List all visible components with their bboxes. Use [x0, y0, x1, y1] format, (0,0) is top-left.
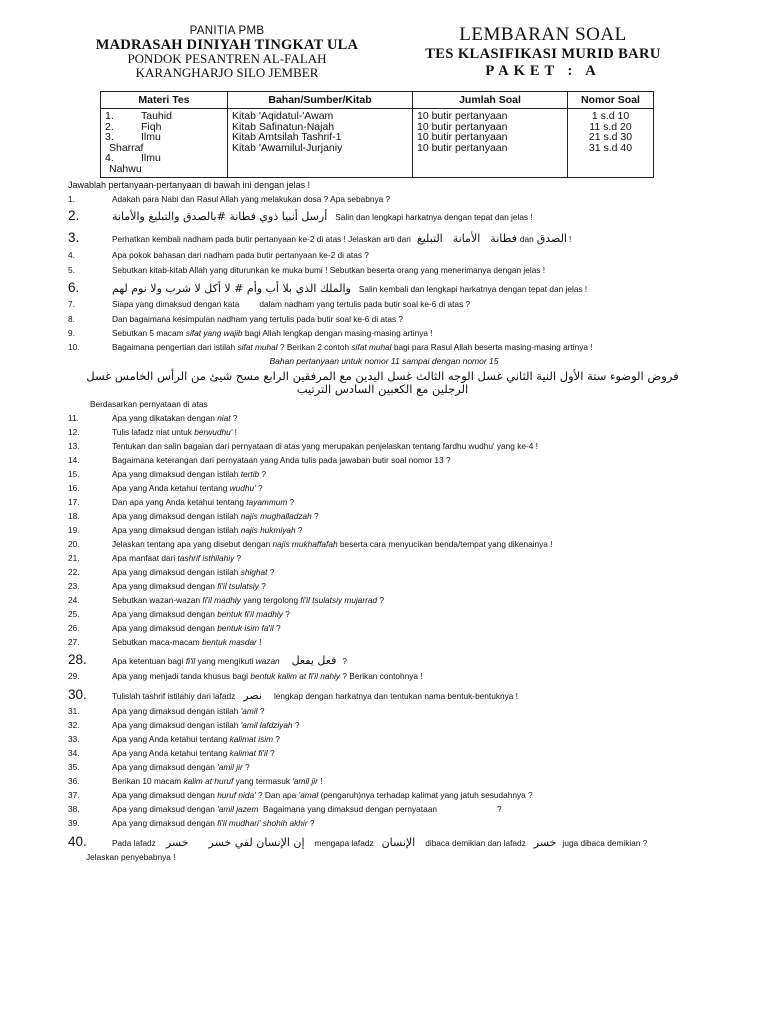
arabic-text: التبليغ — [416, 232, 443, 245]
list-item: 4. — [105, 152, 114, 164]
question-15: 15. Apa yang dimaksud dengan istilah tertib ? — [68, 469, 267, 479]
list-item: Kitab Safinatun-Najah — [232, 120, 335, 133]
list-item: Ilmu — [141, 152, 161, 164]
question-32: 32. Apa yang dimaksud dengan istilah 'amil lafdziyah ? — [68, 720, 300, 730]
exam-title: TES KLASIFIKASI MURID BARU — [425, 46, 661, 62]
question-10: 10. Bagaimana pengertian dari istilah sifat muhal ? Berikan 2 contoh sifat muhal bagi para Rasul Allah beserta masing-masing artinya ! — [68, 342, 593, 352]
exam-info-table — [100, 91, 654, 178]
question-21: 21. Apa manfaat dari tashrif isthilahiy ? — [68, 553, 242, 563]
question-40-continuation: Jelaskan penyebabnya ! — [86, 852, 176, 862]
list-item: 10 butir pertanyaan — [417, 110, 508, 122]
list-item: Ilmu — [141, 131, 161, 143]
madrasah-name: MADRASAH DINIYAH TINGKAT ULA — [95, 37, 359, 53]
question-16: 16. Apa yang Anda ketahui tentang wudhu' ? — [68, 483, 263, 493]
arabic-text: خسر — [165, 836, 189, 849]
question-20: 20. Jelaskan tentang apa yang disebut dengan najis mukhaffafah beserta cara menyucikan benda/tempat yang dikenainya ! — [68, 539, 553, 549]
question-24: 24. Sebutkan wazan-wazan fi'il madhiy yang tergolong fi'il tsulatsiy mujarrad ? — [68, 595, 385, 605]
question-22: 22. Apa yang dimaksud dengan istilah shighat ? — [68, 567, 275, 577]
question-4: 4. Apa pokok bahasan dari nadham pada butir pertanyaan ke-2 di atas ? — [68, 250, 369, 260]
exam-header — [398, 24, 688, 80]
question-40: 40. Pada lafadz خسر إن الإنسان لفي خسر mengapa lafadz الإنسان dibaca demikian dan lafadz خسر juga dibaca demikian ? — [68, 834, 648, 849]
question-37: 37. Apa yang dimaksud dengan huruf nida' ? Dan apa 'amal (pengaruh)nya terhadap kalimat yang jatuh sesudahnya ? — [68, 790, 533, 800]
arabic-text: الصدق — [536, 232, 567, 245]
table-header-row — [101, 92, 654, 109]
column-header: Bahan/Sumber/Kitab — [228, 92, 413, 109]
arabic-text: والملك الذي بلا أب وأم # لا أكل لا شرب ولا نوم لهم — [112, 282, 351, 295]
question-2: 2. أرسل أنبيا ذوي فطانة #بالصدق والتبليغ والأمانة Salin dan lengkapi harkatnya dengan tepat dan jelas ! — [68, 208, 533, 223]
table-row — [101, 109, 654, 178]
question-18: 18. Apa yang dimaksud dengan istilah najis mughalladzah ? — [68, 511, 319, 521]
list-item: Tauhid — [141, 110, 172, 122]
question-36: 36. Berikan 10 macam kalim at huruf yang termasuk 'amil jir ! — [68, 776, 323, 786]
arabic-text: نصر — [243, 689, 262, 702]
list-item: 2. — [105, 120, 114, 133]
question-23: 23. Apa yang dimaksud dengan fi'il tsulatsiy ? — [68, 581, 266, 591]
list-item: Kitab Amtsilah Tashrif-1 — [232, 131, 342, 143]
question-9: 9. Sebutkan 5 macam sifat yang wajib bagi Allah lengkap dengan masing-masing artinya ! — [68, 328, 433, 338]
arabic-text: الأمانة — [452, 232, 481, 245]
question-38: 38. Apa yang dimaksud dengan 'amil jazem Bagaimana yang dimaksud dengan pernyataan ? — [68, 804, 502, 814]
list-item: Kitab 'Aqidatul-'Awam — [232, 110, 334, 122]
list-item: Nahwu — [109, 162, 142, 175]
question-25: 25. Apa yang dimaksud dengan bentuk fi'il madhiy ? — [68, 609, 290, 619]
panitia-label: PANITIA PMB — [189, 25, 265, 37]
column-header: Jumlah Soal — [413, 92, 568, 109]
question-12: 12. Tulis lafadz niat untuk berwudhu' ! — [68, 427, 237, 437]
bahan-note: Bahan pertanyaan untuk nomor 11 sampai dengan nomor 15 — [269, 356, 499, 366]
question-5: 5. Sebutkan kitab-kitab Allah yang diturunkan ke muka bumi ! Sebutkan beserta orang yang menerimanya dengan jelas ! — [68, 265, 546, 275]
list-item: 10 butir pertanyaan — [417, 131, 508, 143]
question-11: 11. Apa yang dikatakan dengan niat ? — [68, 413, 238, 423]
question-19: 19. Apa yang dimaksud dengan istilah najis hukmiyah ? — [68, 525, 303, 535]
question-29: 29. Apa yang menjadi tanda khusus bagi bentuk kalim at fi'il nahiy ? Berikan contohnya ! — [68, 671, 423, 681]
question-33: 33. Apa yang Anda ketahui tentang kalimat isim ? — [68, 734, 280, 744]
question-17: 17. Dan apa yang Anda ketahui tentang tayammum ? — [68, 497, 295, 507]
list-item: Sharraf — [109, 141, 144, 154]
question-28: 28. Apa ketentuan bagi fi'il yang mengikuti wazan فعل يفعل ? — [68, 652, 347, 667]
list-item: Kitab 'Awamilul-Jurjaniy — [232, 141, 343, 154]
list-item: 1 s.d 10 — [591, 110, 630, 122]
list-item: 1. — [105, 110, 114, 122]
page-title: LEMBARAN SOAL — [459, 24, 627, 45]
school-header — [62, 24, 392, 80]
question-35: 35. Apa yang dimaksud dengan 'amil jir ? — [68, 762, 250, 772]
nomor-cell — [568, 109, 654, 178]
question-39: 39. Apa yang dimaksud dengan fi'il mudhari' shohih akhir ? — [68, 818, 315, 828]
question-6: 6. والملك الذي بلا أب وأم # لا أكل لا شرب ولا نوم لهم Salin kembali dan lengkapi harkatnya dengan tepat dan jelas ! — [68, 280, 588, 295]
question-31: 31. Apa yang dimaksud dengan istilah 'amil ? — [68, 706, 265, 716]
question-26: 26. Apa yang dimaksud dengan bentuk isim fa'il ? — [68, 623, 281, 633]
berdasarkan-label: Berdasarkan pernyataan di atas — [90, 399, 208, 409]
question-3: 3. Perhatkan kembali nadham pada butir pertanyaan ke-2 di atas ! Jelaskan arti dari التبليغ الأمانة فطانة dan الصدق ! — [68, 230, 572, 245]
question-30: 30. Tulislah tashrif istilahiy dari lafadz نصر lengkap dengan harkatnya dan tentukan nama bentuk-bentuknya ! — [68, 687, 518, 702]
column-header: Materi Tes — [101, 92, 228, 109]
arabic-text: أرسل أنبيا ذوي فطانة #بالصدق والتبليغ والأمانة — [112, 210, 328, 223]
list-item: 11 s.d 20 — [589, 120, 632, 133]
question-1: 1. Adakah para Nabi dan Rasul Allah yang melakukan dosa ? Apa sebabnya ? — [68, 194, 391, 204]
pondok-name: PONDOK PESANTREN AL-FALAH — [127, 51, 327, 66]
question-14: 14. Bagaimana keterangan dari pernyataan yang Anda tulis pada jawaban butir soal nomor 13 ? — [68, 455, 451, 465]
arabic-text: إن الإنسان لفي خسر — [208, 836, 305, 849]
column-header: Nomor Soal — [568, 92, 654, 109]
materi-cell — [101, 109, 228, 178]
question-7: 7. Siapa yang dimaksud dengan kata dalam nadham yang tertulis pada butir soal ke-6 di atas ? — [68, 299, 471, 309]
list-item: 3. — [105, 131, 114, 143]
arabic-text: خسر — [533, 836, 557, 849]
list-item: 10 butir pertanyaan — [417, 120, 508, 133]
list-item: 10 butir pertanyaan — [417, 141, 508, 154]
list-item: Fiqh — [141, 120, 162, 133]
arabic-passage — [70, 370, 695, 396]
arabic-text: فطانة — [490, 232, 517, 245]
list-item: 31 s.d 40 — [588, 141, 633, 154]
arabic-text: فعل يفعل — [291, 654, 337, 667]
school-address: KARANGHARJO SILO JEMBER — [135, 65, 319, 80]
question-8: 8. Dan bagaimana kesimpulan nadham yang tertulis pada butir soal ke-6 di atas ? — [68, 314, 404, 324]
arabic-text: الإنسان — [381, 836, 416, 849]
kitab-cell — [228, 109, 413, 178]
jumlah-cell — [413, 109, 568, 178]
question-27: 27. Sebutkan maca-macam bentuk masdar ! — [68, 637, 262, 647]
instructions: Jawablah pertanyaan-pertanyaan di bawah ini dengan jelas ! — [68, 180, 311, 190]
question-13: 13. Tentukan dan salin bagaian dari pernyataan di atas yang merupakan penjelaskan tentang fardhu wudhu' yang ke-4 ! — [68, 441, 538, 451]
list-item: 21 s.d 30 — [588, 131, 633, 143]
arabic-passage-line: فروض الوضوء ستة الأول النية الثاني غسل الوجه الثالث غسل اليدين مع المرفقين الرابع مسح شيئ من الرأس الخامس غسل — [86, 369, 679, 383]
question-34: 34. Apa yang Anda ketahui tentang kalimat fi'il ? — [68, 748, 275, 758]
arabic-passage-line: الرجلين مع الكعبين السادس الترتيب — [296, 382, 469, 396]
paket-label: PAKET : A — [485, 63, 601, 79]
